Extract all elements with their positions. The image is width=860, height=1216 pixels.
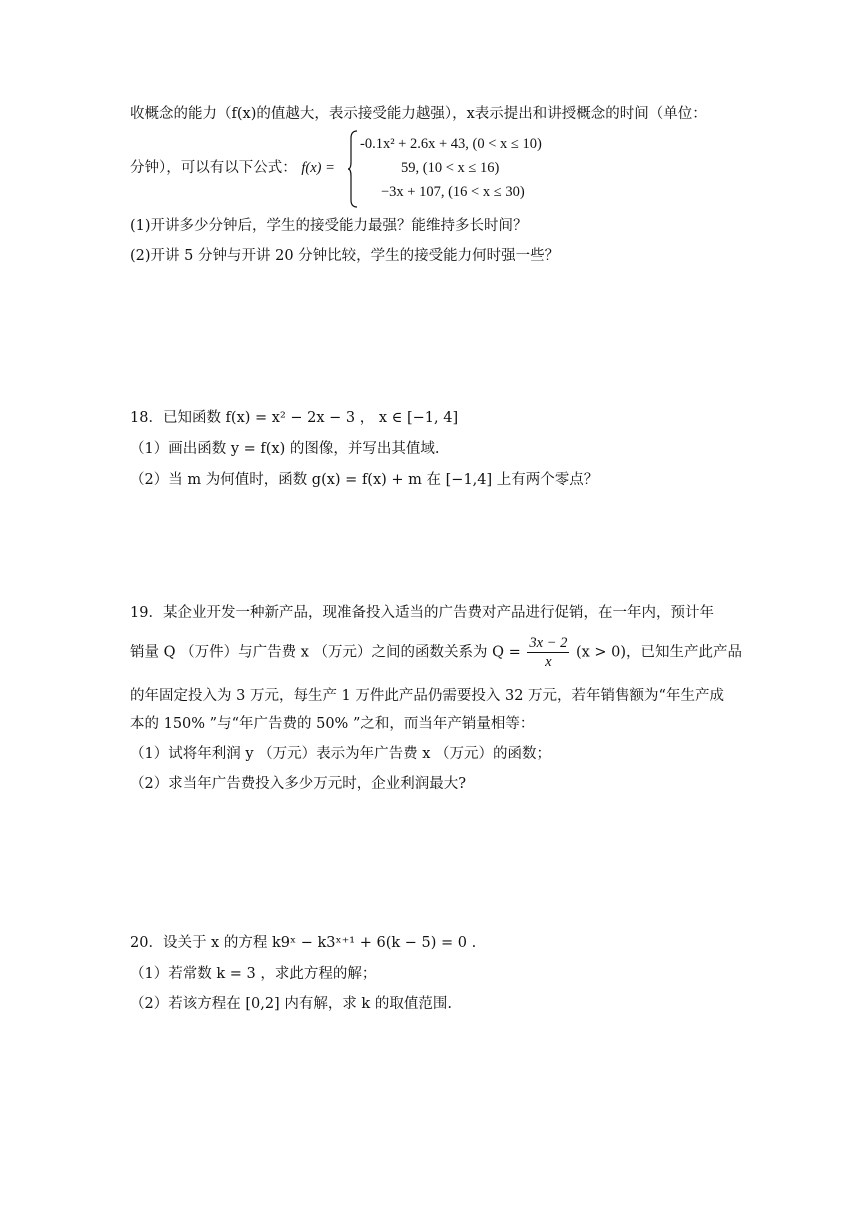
p17-question-1: (1)开讲多少分钟后，学生的接受能力最强？能维持多长时间？ [130, 218, 528, 234]
p20-question-1: （1）若常数 k = 3 ，求此方程的解； [130, 966, 377, 982]
p19-line2-b: (x > 0)，已知生产此产品 [575, 644, 743, 661]
p17-fx-eq: f(x) = [301, 160, 335, 176]
p17-case3: −3x + 107, (16 < x ≤ 30) [381, 184, 525, 200]
p17-question-2: (2)开讲 5 分钟与开讲 20 分钟比较，学生的接受能力何时强一些？ [130, 248, 560, 264]
p19-line2-a: 销量 Q （万件）与广告费 x （万元）之间的函数关系为 Q = [130, 644, 521, 661]
p17-line2-text: 分钟），可以有以下公式： [130, 160, 297, 176]
p17-line2-prefix [130, 158, 335, 178]
p17-case2: 59, (10 < x ≤ 16) [401, 160, 500, 176]
p19-fraction [527, 634, 569, 671]
p19-question-1: （1）试将年利润 y （万元）表示为年广告费 x （万元）的函数； [130, 746, 552, 762]
p19-question-2: （2）求当年广告费投入多少万元时，企业利润最大? [130, 776, 466, 792]
piecewise-brace [348, 130, 358, 208]
p19-line4: 本的 150% ”与“年广告费的 50% ”之和，而当年产销量相等： [130, 716, 535, 732]
p19-line2 [130, 634, 742, 671]
p19-fraction-denominator: x [545, 654, 552, 670]
p18-question-1: （1）画出函数 y = f(x) 的图像，并写出其值域. [130, 441, 440, 457]
p17-line1: 收概念的能力（f(x)的值越大，表示接受能力越强），x表示提出和讲授概念的时间（单位： [130, 106, 707, 122]
p20-stem: 20．设关于 x 的方程 k9ˣ − k3ˣ⁺¹ + 6(k − 5) = 0 . [130, 935, 477, 951]
p20-question-2: （2）若该方程在 [0,2] 内有解，求 k 的取值范围. [130, 996, 452, 1012]
p18-question-2: （2）当 m 为何值时，函数 g(x) = f(x) + m 在 [−1,4] 上有两个零点？ [130, 472, 599, 488]
p19-line1: 19．某企业开发一种新产品，现准备投入适当的广告费对产品进行促销，在一年内，预计年 [130, 605, 714, 621]
p19-line3: 的年固定投入为 3 万元，每生产 1 万件此产品仍需要投入 32 万元，若年销售额为“年生产成 [130, 688, 724, 704]
p19-fraction-numerator: 3x − 2 [529, 635, 568, 651]
p17-case1: -0.1x² + 2.6x + 43, (0 < x ≤ 10) [360, 136, 542, 152]
p18-stem: 18．已知函数 f(x) = x² − 2x − 3 ， x ∈ [−1, 4] [130, 410, 459, 426]
